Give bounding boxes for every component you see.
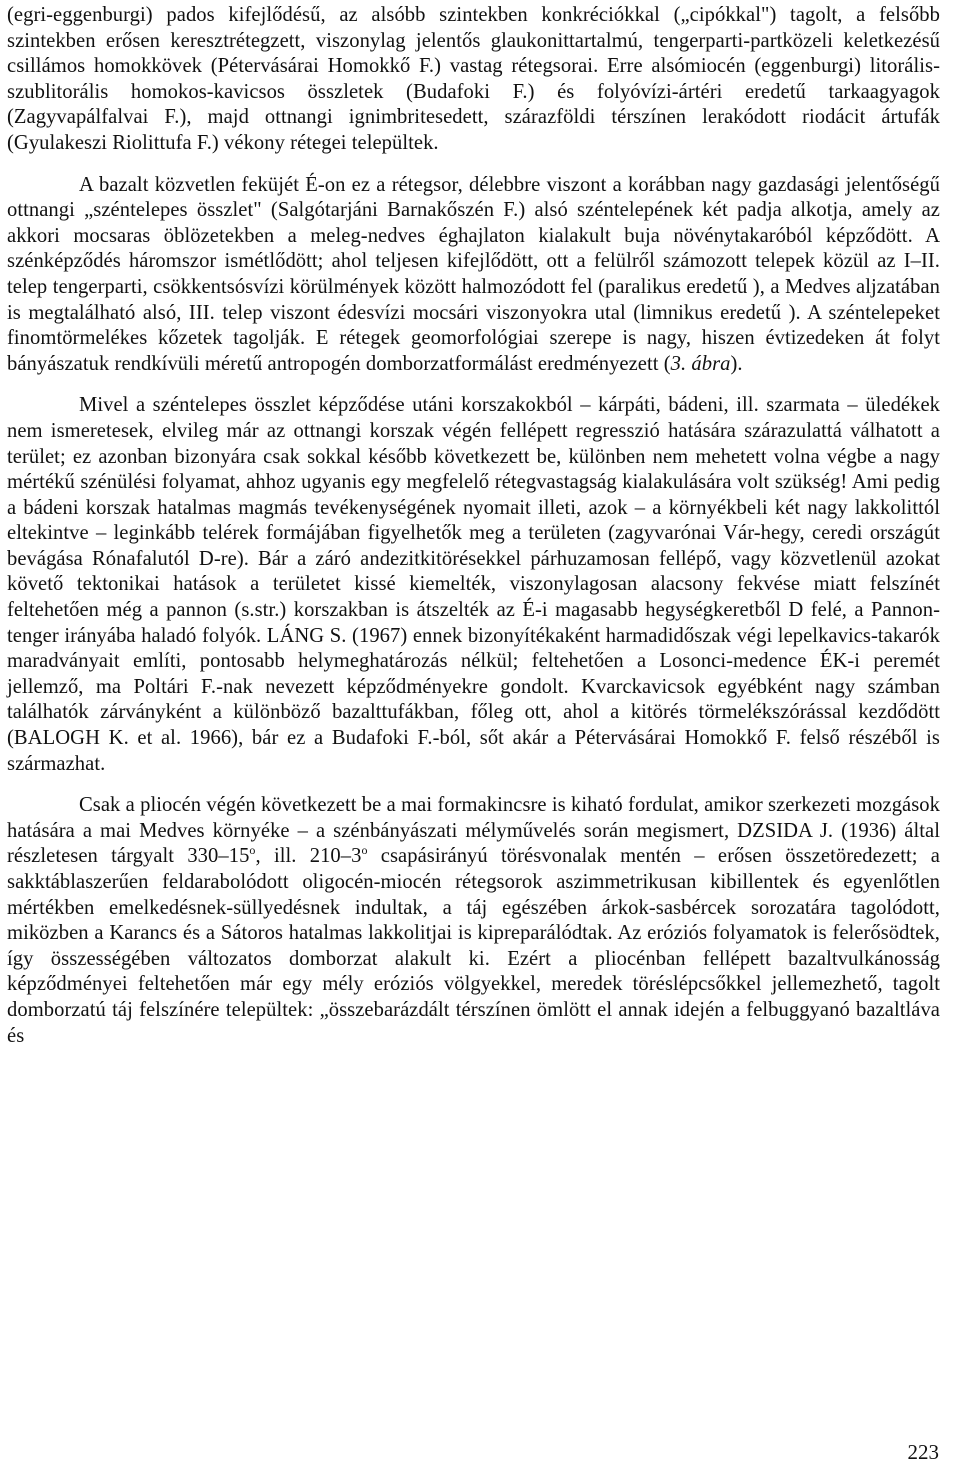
- paragraph-text: (egri-eggenburgi) pados kifejlődésű, az alsóbb szintekben konkréciókkal („cipókkal") tagolt, a felsőbb szintekben erősen keresztrétegzett, viszonylag jelentős glaukonittartalmú, tengerparti-partközeli keletkezésű csillámos homokkövek (Pétervásárai Homokkő F.) vastag rétegsorai. Erre alsómiocén (eggenburgi) litorális-szublitorális homokos-kavicsos összletek (Budafoki F.) és folyóvízi-ártéri eredetű tarkaagyagok (Zagyvapálfalvai F.), majd ottnangi ignimbritesedett, szárazföldi térszínen lerakódott riodácit ártufák (Gyulakeszi Riolittufa F.) vékony rétegei települtek.: [7, 4, 940, 154]
- page-number: 223: [907, 1440, 939, 1464]
- degree-sign: o: [249, 843, 256, 858]
- paragraph-text: , ill. 210–3: [255, 845, 362, 868]
- paragraph-rock-sequence: [7, 3, 940, 157]
- paragraph-basalt-footwall: [7, 173, 940, 378]
- paragraph-pliocene-turn: [7, 793, 940, 1049]
- paragraph-text: Mivel a széntelepes összlet képződése utáni korszakokból – kárpáti, bádeni, ill. szarmata – üledékek nem ismeretesek, elvileg már az ottnangi korszak végén fellépett regresszió hatására szárazulattá válhatott a terület; ez azonban bizonyára csak sokkal később következett be, különben nem mehetett volna végbe a nagy mértékű szénülési folyamat, ahhoz ugyanis egy megfelelő rétegvastagság kialakulására volt szükség! Ami pedig a bádeni korszak hatalmas magmás tevékenységének nyomait illeti, azok – a környékbeli két nagy lakkolittól eltekintve – leginkább telérek formájában figyelhetők meg a területen (zagyvarónai Vár-hegy, ceredi országút bevágása Rónafalutól D-re). Bár a záró andezitkitörésekkel párhuzamosan fellépő, vagy közvetlenül azokat követő tektonikai hatások a területet kissé kiemelték, viszonylagosan alacsony fekvése miatt felszínét feltehetően még a pannon (s.str.) korszakban is átszelték az É-i magasabb hegységkeretből D felé, a Pannon-tenger irányába haladó folyók. LÁNG S. (1967) ennek bizonyítékaként harmadidőszak végi lepelkavics-takarók maradványait említi, pontosabb helymeghatározás nélkül; feltehetően a Losonci-medence ÉK-i peremét jellemző, ma Poltári F.-nak nevezett képződményekre gondolt. Kvarckavicsok egyébként nagy számban találhatók zárványként a különböző bazalttufákban, főleg ott, ahol a kitörés törmelékszórással kezdődött (BALOGH K. et al. 1966), bár ez a Budafoki F.-ból, sőt akár a Pétervásárai Homokkő F. felső részéből is származhat.: [7, 394, 940, 775]
- paragraph-text: csapásirányú törésvonalak mentén – erősen összetöredezett; a sakktáblaszerűen feldarabolódott oligocén-miocén rétegsorok aszimmetrikusan kibillentek és egyenlőtlen mértékben emelkedésnek-süllyedésnek indultak, a táj egészében árkok-sasbércek sorozatára tagolódott, miközben a Karancs és a Sátoros hatalmas lakkolitjai is kipreparálódtak. Az eróziós folyamatok is felerősödtek, így összességében változatos domborzat alakult ki. Ezért a pliocénban fellépett bazaltvulkánosság képződményei feltehetően már egy mély eróziós völgyekkel, meredek töréslépcsőkkel jellemezhető, tagolt domborzatú táj felszínére települtek: „összebarázdált térszínen ömlött el annak idején a felbuggyanó bazaltláva és: [7, 845, 940, 1047]
- paragraph-text-end: ).: [730, 352, 743, 375]
- paragraph-text: Csak a pliocén végén következett be a mai formakincsre is kiható fordulat, amikor szerkezeti mozgások hatására a mai Medves környéke – a szénbányászati mélyművelés során megismert, DZSIDA J. (1936) által részletesen tárgyalt 330–15: [7, 794, 940, 868]
- paragraph-post-coal-periods: [7, 393, 940, 777]
- degree-sign: o: [361, 843, 368, 858]
- paragraph-text: A bazalt közvetlen feküjét É-on ez a rétegsor, délebbre viszont a korábban nagy gazdasági jelentőségű ottnangi „széntelepes összlet" (Salgótarjáni Barnakőszén F.) alsó széntelepének két padja alkotja, amely az akkori mocsaras öblözetekben a meleg-nedves éghajlaton kialakult buja növénytakaróból képződött. A szénképződés háromszor ismétlődött; ahol teljesen kifejlődött, ott a felülről számozott telepek közül az I–II. telep tengerparti, csökkentsósvízi körülmények között halmozódott fel (paralikus eredetű ), a Medves aljzatában is megtalálható alsó, III. telep viszont édesvízi mocsári viszonyokra utal (limnikus eredetű ). A széntelepeket finomtörmelékes kőzetek tagolják. E rétegek geomorfológiai szerepe is nagy, hiszen évtizedeken át folyt bányászatuk rendkívüli méretű antropogén domborzatformálást eredményezett (: [7, 173, 940, 375]
- figure-reference: 3. ábra: [670, 352, 731, 375]
